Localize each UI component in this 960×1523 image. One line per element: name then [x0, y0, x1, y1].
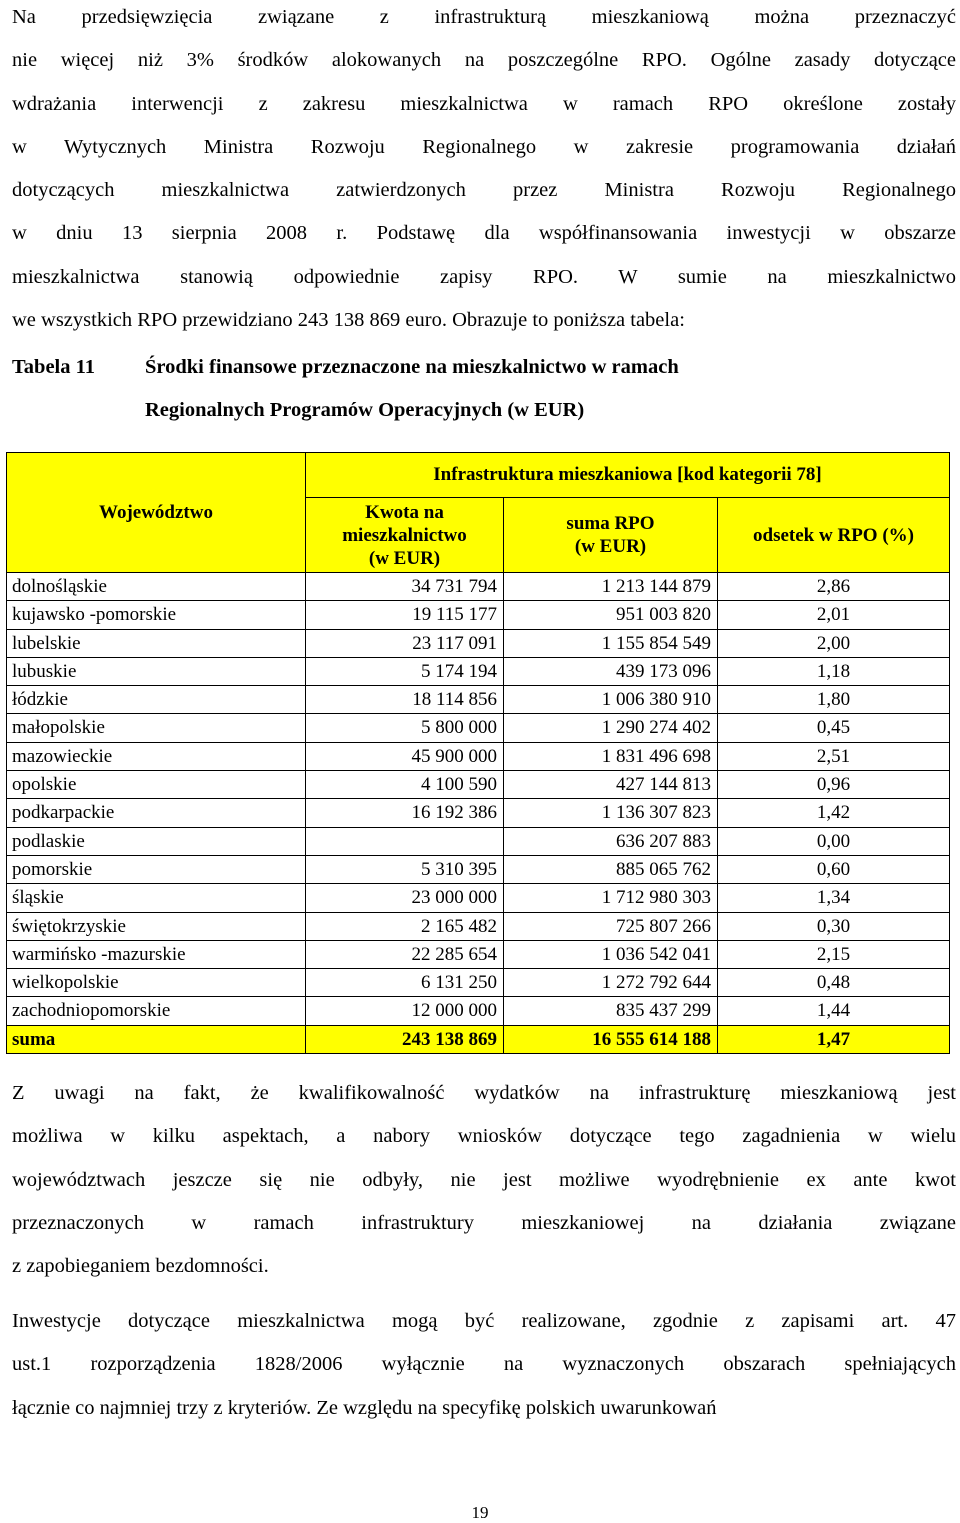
header-rpo — [504, 498, 718, 573]
cell-rpo: 951 003 820 — [504, 601, 718, 629]
cell-share: 0,30 — [718, 912, 950, 940]
cell-rpo: 439 173 096 — [504, 657, 718, 685]
cell-share: 1,42 — [718, 799, 950, 827]
cell-share: 2,15 — [718, 940, 950, 968]
cell-rpo: 427 144 813 — [504, 771, 718, 799]
cell-amount: 22 285 654 — [306, 940, 504, 968]
cell-share: 1,44 — [718, 997, 950, 1025]
cell-region: łódzkie — [7, 686, 306, 714]
paragraph-eligibility — [12, 1072, 956, 1288]
header-share: odsetek w RPO (%) — [718, 498, 950, 573]
table-row — [7, 912, 950, 940]
cell-region: warmińsko -mazurskie — [7, 940, 306, 968]
table-title-line1: Środki finansowe przeznaczone na mieszkalnictwo w ramach — [145, 356, 679, 378]
cell-amount: 2 165 482 — [306, 912, 504, 940]
cell-region: lubuskie — [7, 657, 306, 685]
table-sum-row — [7, 1025, 950, 1053]
cell-region: lubelskie — [7, 629, 306, 657]
header-group: Infrastruktura mieszkaniowa [kod kategorii 78] — [306, 453, 950, 498]
table-row — [7, 799, 950, 827]
cell-rpo: 1 272 792 644 — [504, 969, 718, 997]
text-line: dotyczących mieszkalnictwa zatwierdzonych przez Ministra Rozwoju Regionalnego — [12, 179, 956, 202]
table-row — [7, 686, 950, 714]
cell-share: 1,18 — [718, 657, 950, 685]
cell-rpo: 885 065 762 — [504, 855, 718, 883]
cell-rpo: 16 555 614 188 — [504, 1025, 718, 1053]
header-amount — [306, 498, 504, 573]
text-line: łącznie co najmniej trzy z kryteriów. Ze względu na specyfikę polskich uwarunkowań — [12, 1396, 717, 1419]
cell-region: świętokrzyskie — [7, 912, 306, 940]
table-label: Tabela 11 — [12, 356, 95, 378]
header-amount-line3: (w EUR) — [368, 547, 441, 569]
text-line: nie więcej niż 3% środków alokowanych na poszczególne RPO. Ogólne zasady dotyczące — [12, 49, 956, 72]
table-row — [7, 657, 950, 685]
page-number: 19 — [471, 1503, 489, 1522]
cell-region: pomorskie — [7, 855, 306, 883]
table-row — [7, 742, 950, 770]
cell-rpo: 1 006 380 910 — [504, 686, 718, 714]
cell-rpo: 636 207 883 — [504, 827, 718, 855]
cell-region: podkarpackie — [7, 799, 306, 827]
cell-region: podlaskie — [7, 827, 306, 855]
cell-amount: 243 138 869 — [306, 1025, 504, 1053]
table-row — [7, 714, 950, 742]
text-line: województwach jeszcze się nie odbyły, nie jest możliwe wyodrębnienie ex ante kwot — [12, 1168, 956, 1191]
cell-region: śląskie — [7, 884, 306, 912]
cell-region: opolskie — [7, 771, 306, 799]
cell-share: 0,45 — [718, 714, 950, 742]
cell-amount: 4 100 590 — [306, 771, 504, 799]
cell-amount: 45 900 000 — [306, 742, 504, 770]
cell-share: 2,01 — [718, 601, 950, 629]
cell-rpo: 1 712 980 303 — [504, 884, 718, 912]
cell-amount: 19 115 177 — [306, 601, 504, 629]
cell-share: 1,47 — [718, 1025, 950, 1053]
cell-share: 0,00 — [718, 827, 950, 855]
table-row — [7, 997, 950, 1025]
text-line: przeznaczonych w ramach infrastruktury mieszkaniowej na działania związane — [12, 1211, 956, 1234]
cell-rpo: 725 807 266 — [504, 912, 718, 940]
cell-share: 0,96 — [718, 771, 950, 799]
table-row — [7, 771, 950, 799]
cell-region: wielkopolskie — [7, 969, 306, 997]
cell-share: 1,80 — [718, 686, 950, 714]
table-row — [7, 629, 950, 657]
cell-amount: 34 731 794 — [306, 573, 504, 601]
cell-amount: 12 000 000 — [306, 997, 504, 1025]
cell-rpo: 1 213 144 879 — [504, 573, 718, 601]
text-line: z zapobieganiem bezdomności. — [12, 1255, 269, 1278]
cell-region: małopolskie — [7, 714, 306, 742]
table-row — [7, 940, 950, 968]
cell-rpo: 1 036 542 041 — [504, 940, 718, 968]
table-row — [7, 601, 950, 629]
cell-share: 2,00 — [718, 629, 950, 657]
text-line: Z uwagi na fakt, że kwalifikowalność wydatków na infrastrukturę mieszkaniową jest — [12, 1082, 956, 1104]
cell-region: zachodniopomorskie — [7, 997, 306, 1025]
header-rpo-line1: suma RPO — [566, 513, 655, 534]
text-line: ust.1 rozporządzenia 1828/2006 wyłącznie na wyznaczonych obszarach spełniających — [12, 1353, 956, 1376]
cell-rpo: 1 155 854 549 — [504, 629, 718, 657]
text-line: Na przedsięwzięcia związane z infrastrukturą mieszkaniową można przeznaczyć — [12, 6, 956, 28]
housing-funds-table — [6, 452, 950, 1054]
table-row — [7, 827, 950, 855]
cell-rpo: 1 136 307 823 — [504, 799, 718, 827]
table-row — [7, 884, 950, 912]
text-line: Inwestycje dotyczące mieszkalnictwa mogą być realizowane, zgodnie z zapisami art. 47 — [12, 1310, 956, 1332]
cell-rpo: 1 831 496 698 — [504, 742, 718, 770]
header-amount-line2: mieszkalnictwo — [342, 524, 467, 546]
paragraph-investments — [12, 1300, 956, 1430]
text-line: możliwa w kilku aspektach, a nabory wniosków dotyczące tego zagadnienia w wielu — [12, 1125, 956, 1148]
header-amount-line1: Kwota na — [365, 501, 444, 523]
cell-share: 1,34 — [718, 884, 950, 912]
cell-amount: 23 117 091 — [306, 629, 504, 657]
cell-amount: 23 000 000 — [306, 884, 504, 912]
cell-amount: 5 310 395 — [306, 855, 504, 883]
cell-share: 2,51 — [718, 742, 950, 770]
table-title-line2: Regionalnych Programów Operacyjnych (w EUR) — [145, 399, 585, 421]
table-row — [7, 969, 950, 997]
cell-amount: 5 174 194 — [306, 657, 504, 685]
text-line: mieszkalnictwa stanowią odpowiednie zapisy RPO. W sumie na mieszkalnictwo — [12, 265, 956, 288]
header-region: Województwo — [7, 453, 306, 573]
cell-share: 0,60 — [718, 855, 950, 883]
cell-rpo: 1 290 274 402 — [504, 714, 718, 742]
cell-region: dolnośląskie — [7, 573, 306, 601]
paragraph-intro — [12, 0, 956, 342]
cell-region: mazowieckie — [7, 742, 306, 770]
text-line: we wszystkich RPO przewidziano 243 138 869 euro. Obrazuje to poniższa tabela: — [12, 309, 685, 332]
text-line: w dniu 13 sierpnia 2008 r. Podstawę dla współfinansowania inwestycji w obszarze — [12, 222, 956, 245]
cell-amount: 16 192 386 — [306, 799, 504, 827]
cell-rpo: 835 437 299 — [504, 997, 718, 1025]
cell-region: kujawsko -pomorskie — [7, 601, 306, 629]
cell-region: suma — [7, 1025, 306, 1053]
cell-share: 0,48 — [718, 969, 950, 997]
header-rpo-line2: (w EUR) — [574, 536, 647, 557]
cell-amount: 6 131 250 — [306, 969, 504, 997]
table-row — [7, 573, 950, 601]
cell-share: 2,86 — [718, 573, 950, 601]
cell-amount: 5 800 000 — [306, 714, 504, 742]
text-line: w Wytycznych Ministra Rozwoju Regionalnego w zakresie programowania działań — [12, 135, 956, 158]
cell-amount — [306, 827, 504, 855]
text-line: wdrażania interwencji z zakresu mieszkalnictwa w ramach RPO określone zostały — [12, 92, 956, 115]
cell-amount: 18 114 856 — [306, 686, 504, 714]
table-row — [7, 855, 950, 883]
